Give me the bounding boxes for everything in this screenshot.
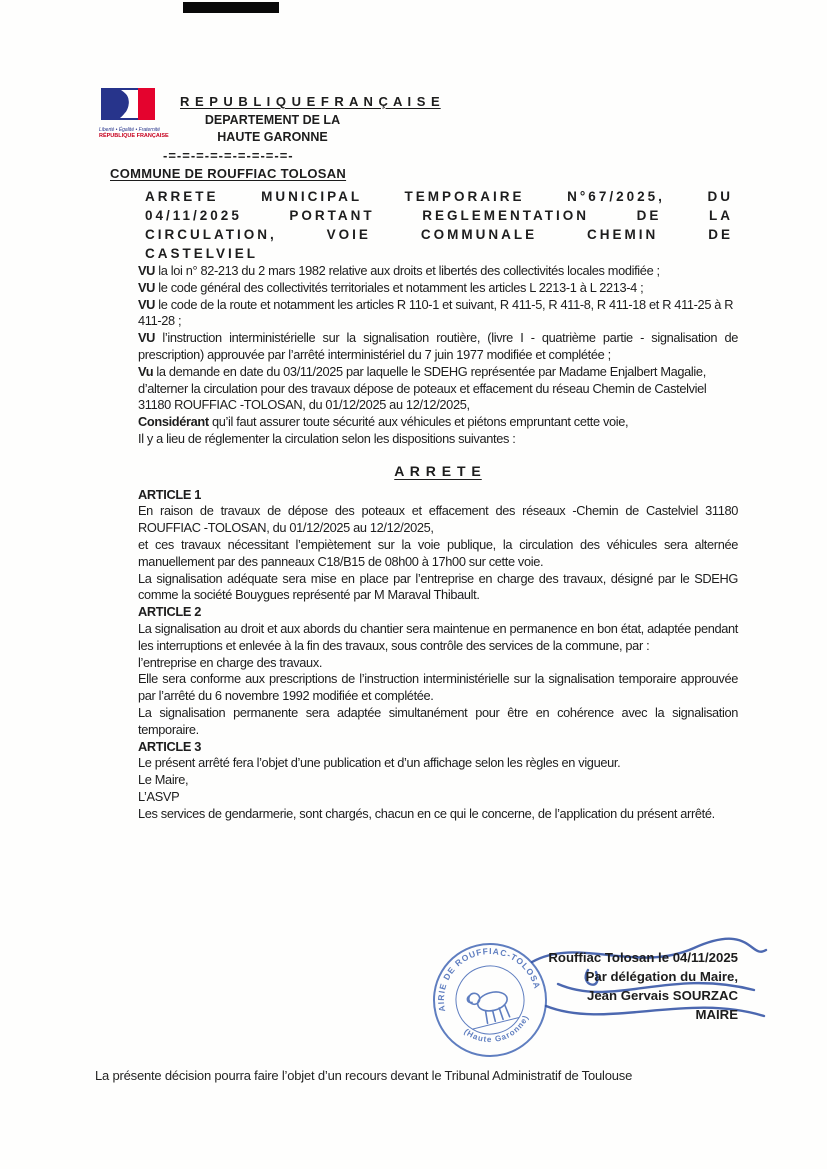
republic-title: R E P U B L I Q U E F R A N Ç A I S E [180, 94, 441, 109]
arrete-heading: A R R E T E [394, 462, 482, 479]
stamp-bottom-text: (Haute Garonne) [462, 1013, 531, 1045]
article-paragraph: Le Maire, [138, 772, 189, 788]
svg-text:MAIRIE DE ROUFFIAC-TOLOSAN [424, 934, 543, 1015]
preamble-prefix: VU [138, 296, 156, 312]
preamble-prefix: VU [138, 279, 156, 295]
article-paragraph: L’ASVP [138, 788, 180, 804]
preamble-prefix: VU [138, 263, 156, 278]
preamble-paragraph [138, 414, 738, 431]
signature-block [528, 948, 738, 1024]
separator-line: -=-=-=-=-=-=-=-=-=- [163, 148, 294, 163]
signature-delegation: Par délégation du Maire, [585, 969, 738, 984]
preamble-paragraph [138, 364, 738, 414]
preamble-prefix: VU [138, 330, 156, 346]
preamble-text: qu’il faut assurer toute sécurité aux véhicules et piétons empruntant cette voie, [208, 414, 629, 430]
signature-name: Jean Gervais SOURZAC [587, 988, 738, 1003]
logo-republic-label: RÉPUBLIQUE FRANÇAISE [99, 133, 169, 139]
commune-heading: COMMUNE DE ROUFFIAC TOLOSAN [110, 166, 347, 181]
article-2 [138, 604, 738, 738]
decree-title [145, 187, 733, 263]
article-paragraph: La signalisation permanente sera adaptée simultanément pour être en cohérence avec la signalisation temporaire. [138, 704, 738, 737]
preamble-text: l’instruction interministérielle sur la signalisation routière, (livre I - quatrième partie - signalisation de prescription) approuvée par l’arrêté interministériel du 7 juin 1977 modifiée et complétée ; [138, 330, 738, 362]
preamble-prefix: Vu [138, 363, 154, 379]
article-paragraph: En raison de travaux de dépose des poteaux et effacement des réseaux -Chemin de Castelviel 31180 ROUFFIAC -TOLOSAN, du 01/12/2025 au 12/12/2025, [138, 503, 738, 536]
footer-recours-notice: La présente décision pourra faire l’objet d’un recours devant le Tribunal Administratif de Toulouse [95, 1068, 633, 1083]
preamble-text: la demande en date du 03/11/2025 par laquelle le SDEHG représentée par Madame Enjalbert Magalie, d’alterner la circulation pour des travaux dépose de poteaux et effacement du réseau Chemin de Castelviel 31180 ROUFFIAC -TOLOSAN, du 01/12/2025 au 12/12/2025, [138, 363, 707, 413]
article-3 [138, 739, 738, 823]
stamp-top-text: MAIRIE DE ROUFFIAC-TOLOSAN [435, 945, 543, 1013]
preamble-paragraph [138, 263, 738, 280]
french-flag-marianne-icon [101, 88, 155, 120]
department-line1: DEPARTEMENT DE LA [204, 113, 341, 127]
logo-motto: Liberté • Égalité • Fraternité [99, 127, 161, 133]
stamp-ram-emblem [464, 984, 519, 1029]
title-line: CIRCULATION, VOIE COMMUNALE CHEMIN DE [145, 227, 733, 242]
article-paragraph: La signalisation au droit et aux abords du chantier sera maintenue en permanence en bon état, adaptée pendant les interruptions et enlevée à la fin des travaux, sous contrôle des services de la commune, par : [138, 620, 738, 653]
preamble-paragraph [138, 431, 738, 448]
signature-place-date: Rouffiac Tolosan le 04/11/2025 [548, 950, 738, 965]
preamble-paragraph [138, 297, 738, 331]
preamble-text: la loi n° 82-213 du 2 mars 1982 relative aux droits et libertés des collectivités locales modifiée ; [155, 263, 660, 278]
article-1 [138, 487, 738, 605]
article-paragraph: La signalisation adéquate sera mise en place par l’entreprise en charge des travaux, désigné par le SDEHG comme la société Bouygues représenté par M Maraval Thibault. [138, 570, 738, 603]
article-paragraph: Le présent arrêté fera l’objet d’une publication et d’un affichage selon les règles en vigueur. [138, 755, 621, 771]
preamble-paragraph [138, 330, 738, 364]
preamble-prefix: Considérant [138, 414, 209, 430]
article-paragraph: Elle sera conforme aux prescriptions de l’instruction interministérielle sur la signalisation temporaire approuvée par l’arrêté du 6 novembre 1992 modifiée et complétée. [138, 671, 738, 704]
title-line: CASTELVIEL [145, 246, 259, 261]
republique-francaise-logo [99, 88, 169, 139]
article-heading: ARTICLE 2 [138, 604, 201, 620]
department-line2: HAUTE GARONNE [217, 130, 328, 144]
title-line: 04/11/2025 PORTANT REGLEMENTATION DE LA [145, 208, 733, 223]
article-paragraph: l’entreprise en charge des travaux. [138, 654, 323, 670]
letterhead [180, 94, 441, 146]
article-heading: ARTICLE 1 [138, 486, 201, 502]
article-paragraph: Les services de gendarmerie, sont chargés, chacun en ce qui le concerne, de l’application du présent arrêté. [138, 805, 715, 821]
redaction-bar [183, 2, 279, 13]
preamble-text: Il y a lieu de réglementer la circulation selon les dispositions suivantes : [138, 430, 516, 446]
preamble-text: le code général des collectivités territoriales et notamment les articles L 2213-1 à L 2213-4 ; [155, 279, 644, 295]
title-line: ARRETE MUNICIPAL TEMPORAIRE N°67/2025, DU [145, 189, 733, 204]
preamble-text: le code de la route et notamment les articles R 110-1 et suivant, R 411-5, R 411-8, R 411-18 et R 411-25 à R 411-28 ; [138, 296, 734, 329]
document-body [138, 263, 738, 823]
preamble-paragraph [138, 280, 738, 297]
article-paragraph: et ces travaux nécessitant l’empiètement sur la voie publique, la circulation des véhicules sera alternée manuellement par des panneaux C18/B15 de 08h00 à 17h00 sur cette voie. [138, 536, 738, 569]
article-heading: ARTICLE 3 [138, 738, 201, 754]
signature-role: MAIRE [695, 1007, 738, 1022]
